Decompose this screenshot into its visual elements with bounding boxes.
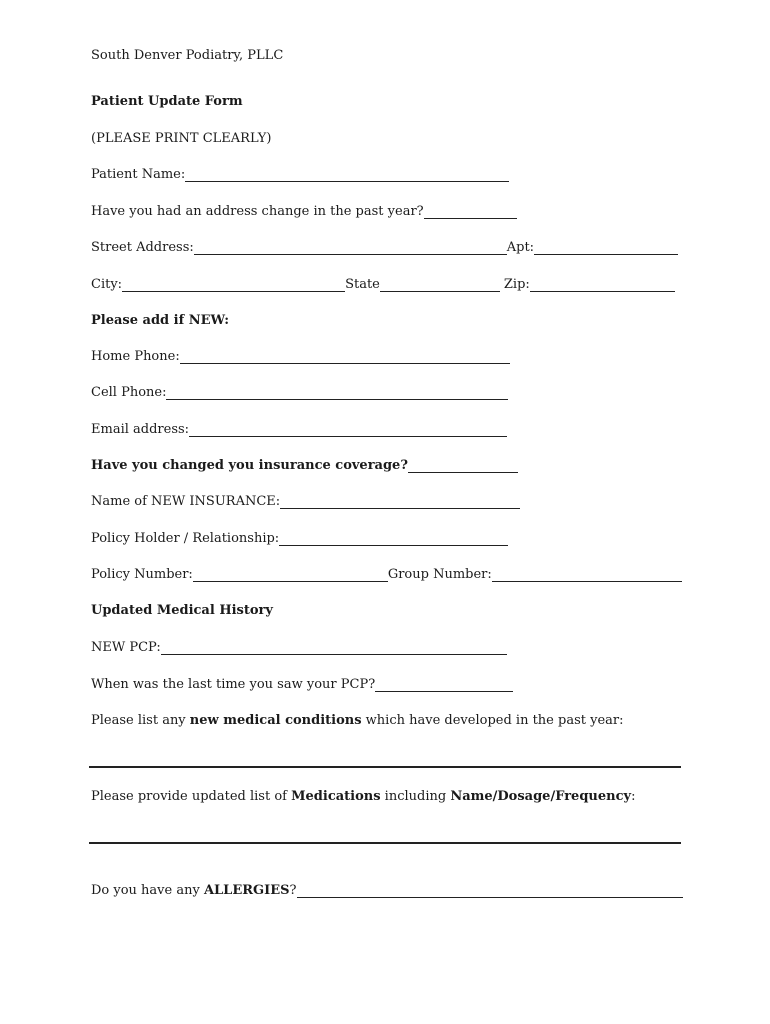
email-row	[91, 422, 507, 438]
address-change-row	[91, 204, 517, 220]
state-label: State	[345, 277, 380, 292]
home-phone-label: Home Phone:	[91, 349, 180, 364]
insurance-change-field[interactable]	[408, 458, 518, 473]
last-pcp-field[interactable]	[375, 677, 513, 692]
state-field[interactable]	[380, 277, 500, 292]
email-field[interactable]	[189, 422, 507, 437]
policy-holder-field[interactable]	[279, 531, 508, 546]
apt-label: Apt:	[506, 240, 535, 255]
insurance-change-row	[91, 458, 518, 474]
policy-holder-label: Policy Holder / Relationship:	[91, 531, 280, 546]
allergies-label: ALLERGIES	[203, 883, 290, 898]
medications-answer-line[interactable]	[89, 842, 681, 844]
street-label: Street Address:	[91, 240, 194, 255]
insurance-name-row	[91, 494, 520, 510]
medications-prompt: Please provide updated list of Medications including Name/Dosage/Frequency :	[91, 789, 636, 804]
apt-field[interactable]	[534, 240, 678, 255]
add-new-heading: Please add if NEW:	[91, 313, 230, 328]
patient-name-label: Patient Name:	[91, 167, 186, 182]
zip-label: Zip:	[503, 277, 530, 292]
home-phone-field[interactable]	[180, 349, 510, 364]
policy-number-field[interactable]	[193, 567, 388, 582]
email-label: Email address:	[91, 422, 190, 437]
last-pcp-label: When was the last time you saw your PCP?	[91, 677, 376, 692]
insurance-name-field[interactable]	[280, 494, 520, 509]
print-instruction: (PLEASE PRINT CLEARLY)	[91, 131, 272, 146]
conditions-prompt: Please list any new medical conditions which have developed in the past year:	[91, 713, 624, 728]
policy-holder-row	[91, 531, 508, 547]
city-field[interactable]	[122, 277, 345, 292]
last-pcp-row	[91, 677, 513, 693]
policy-number-label: Policy Number:	[91, 567, 193, 582]
insurance-name-label: Name of NEW INSURANCE:	[91, 494, 281, 509]
city-label: City:	[91, 277, 123, 292]
cell-phone-label: Cell Phone:	[91, 385, 167, 400]
patient-name-row	[91, 167, 509, 183]
new-pcp-row	[91, 640, 507, 656]
conditions-answer-line[interactable]	[89, 766, 681, 768]
practice-name: South Denver Podiatry, PLLC	[91, 48, 284, 63]
cell-phone-field[interactable]	[166, 385, 508, 400]
city-row	[91, 277, 675, 293]
new-pcp-label: NEW PCP:	[91, 640, 161, 655]
home-phone-row	[91, 349, 510, 365]
address-change-field[interactable]	[424, 204, 517, 219]
street-field[interactable]	[194, 240, 507, 255]
zip-field[interactable]	[530, 277, 675, 292]
medical-history-heading: Updated Medical History	[91, 603, 273, 618]
policy-number-row	[91, 567, 682, 583]
street-row	[91, 240, 678, 256]
allergies-row: Do you have any ALLERGIES ?	[91, 883, 683, 899]
cell-phone-row	[91, 385, 508, 401]
new-pcp-field[interactable]	[161, 640, 507, 655]
allergies-field[interactable]	[297, 883, 683, 898]
group-number-label: Group Number:	[387, 567, 492, 582]
group-number-field[interactable]	[492, 567, 682, 582]
insurance-change-label: Have you changed you insurance coverage?	[91, 458, 408, 473]
form-title: Patient Update Form	[91, 94, 243, 109]
patient-name-field[interactable]	[185, 167, 509, 182]
address-change-label: Have you had an address change in the past year?	[91, 204, 424, 219]
